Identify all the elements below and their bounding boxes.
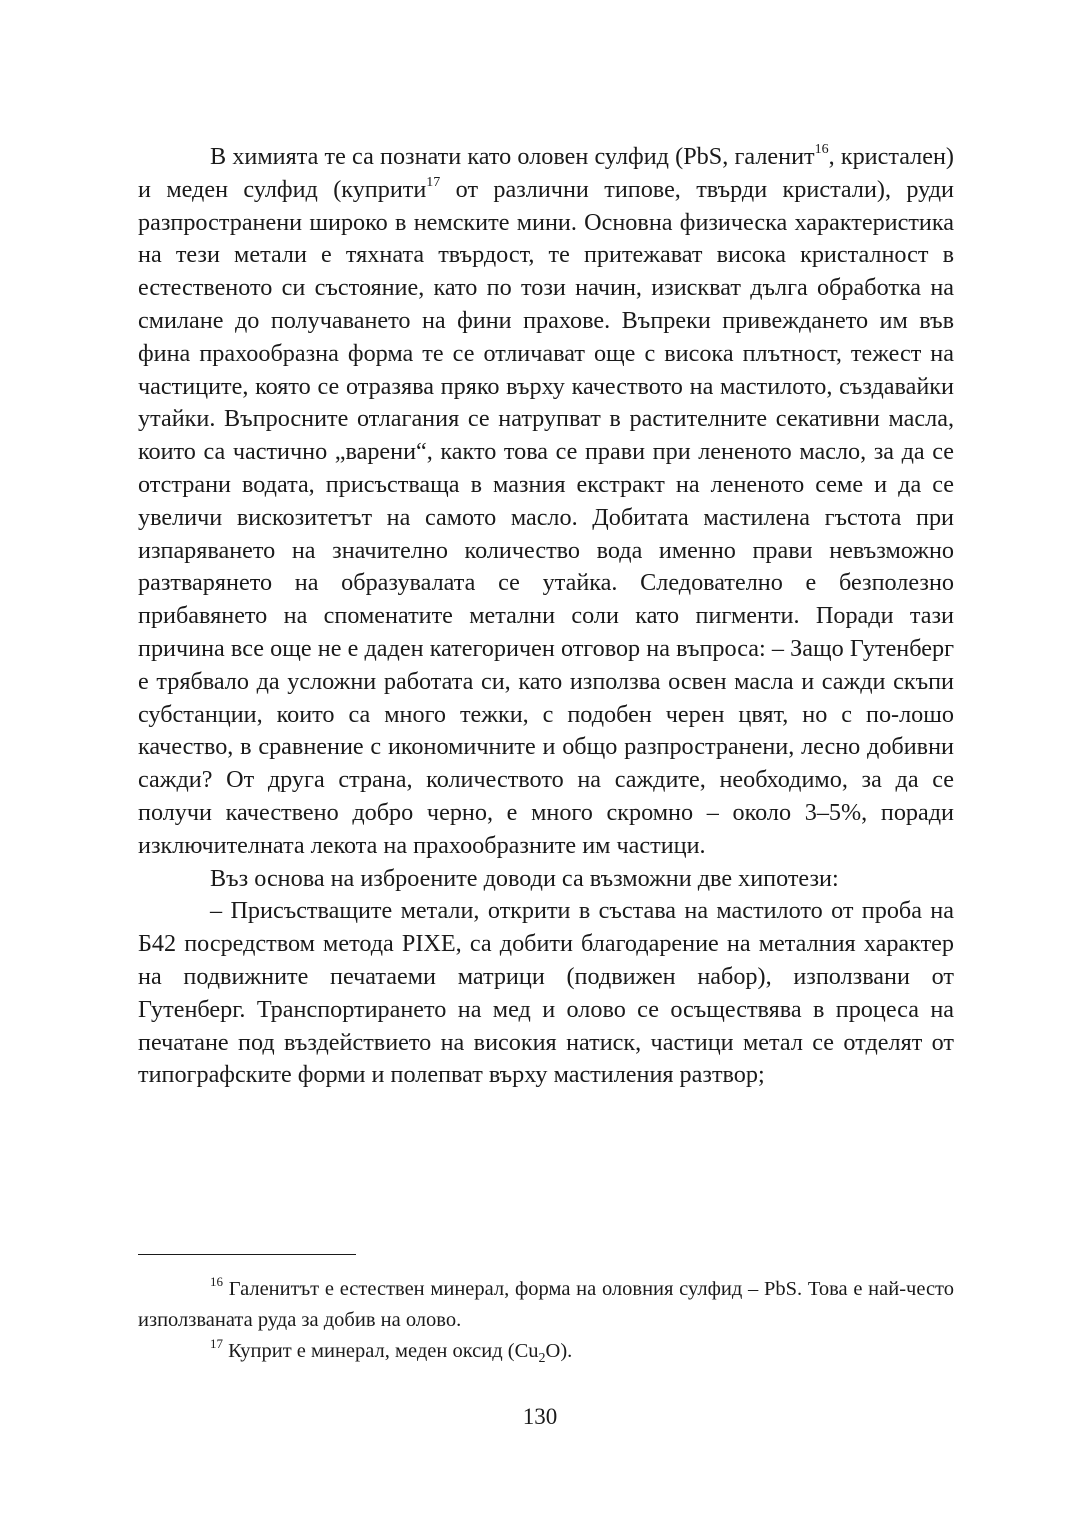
paragraph-1-part-1: В химията те са познати като оловен сулфид (PbS, галенит	[210, 143, 815, 170]
paragraph-3: – Присъстващите метали, открити в състава на мастилото от проба на Б42 посредством метода PIXE, са добити благодарение на металния характер на подвижните печатаеми матрици (подвижен набор), използвани от Гутенберг. Транспортирането на мед и олово се осъществява в процеса на печатане под въздействието на високия натиск, частици метал се отделят от типографските форми и полепват върху мастиления разтвор;	[138, 897, 954, 1089]
footnote-17-text-before: Куприт е минерал, меден оксид (Cu	[223, 1340, 539, 1362]
footnote-separator	[138, 1254, 356, 1255]
footnote-17	[138, 1336, 954, 1367]
paragraph-1-part-2: , кристален) и меден сулфид (куприти	[138, 143, 954, 203]
page-number: 130	[522, 1404, 558, 1429]
footnote-ref-16: 16	[814, 141, 829, 157]
main-text	[138, 141, 954, 1092]
footnote-17-number: 17	[210, 1336, 223, 1352]
footnote-17-text-after: O).	[545, 1340, 573, 1362]
footnote-ref-17: 17	[426, 174, 441, 190]
footnote-16-number: 16	[210, 1274, 223, 1290]
paragraph-1-part-3: от различни типове, твърди кристали), руди разпространени широко в немските мини. Основна физическа характеристика на тези метали е тяхната твърдост, те притежават висока кристалност в естественото си състояние, като по този начин, изискват дълга обработка на смилане до получаването на фини прахове. Въпреки привеждането им във фина прахообразна форма те се отличават още с висока плътност, тежест на частиците, която се отразява пряко върху качеството на мастилото, създавайки утайки. Въпросните отлагания се натрупват в растителните секативни масла, които са частично „варени“, както това се прави при лененото масло, за да се отстрани водата, присъстваща в мазния екстракт на лененото семе и да се увеличи вискозитетът на самото масло. Добитата мастилена гъстота при изпаряването на значително количество вода именно прави невъзможно разтварянето на образувалата се утайка. Следователно е безполезно прибавянето на споменатите метални соли като пигменти. Поради тази причина все още не е даден категоричен отговор на въпроса: – Защо Гутенберг е трябвало да усложни работата си, като използва освен масла и сажди скъпи субстанции, които са много тежки, с подобен черен цвят, но с по-лошо качество, в сравнение с икономичните и общо разпространени, лесно добивни сажди? От друга страна, количеството на саждите, необходимо, за да се получи качествено добро черно, е много скромно – около 3–5%, поради изключителната лекота на прахообразните им частици.	[138, 175, 954, 859]
paragraph-2: Въз основа на изброените доводи са възможни две хипотези:	[210, 864, 839, 892]
paragraph-1	[138, 141, 954, 863]
footnote-16	[138, 1274, 954, 1336]
footnote-17-subscript: 2	[538, 1351, 546, 1367]
footnotes	[138, 1274, 954, 1367]
footnote-16-text: Галенитът е естествен минерал, форма на оловния сулфид – PbS. Това е най-често използваната руда за добив на олово.	[138, 1278, 954, 1331]
